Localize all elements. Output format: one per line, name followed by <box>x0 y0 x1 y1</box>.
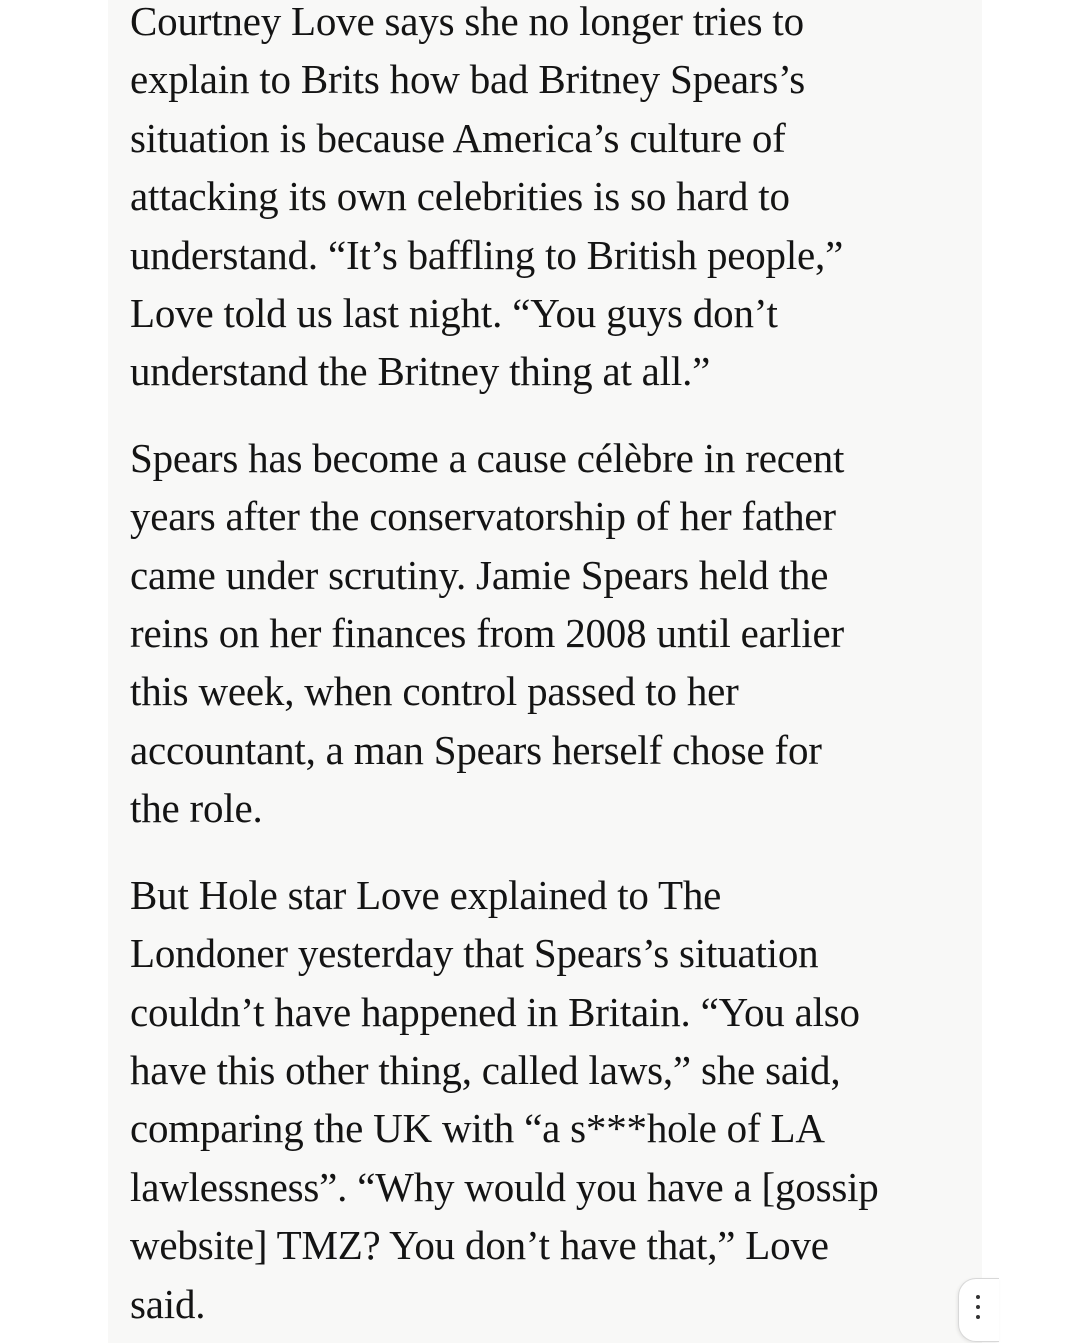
paragraph-line: Londoner yesterday that Spears’s situation <box>130 930 819 977</box>
paragraph-line: came under scrutiny. Jamie Spears held the <box>130 551 829 598</box>
article-body <box>130 0 982 1343</box>
paragraph-line: this week, when control passed to her <box>130 668 739 715</box>
paragraph-line: have this other thing, called laws,” she said, <box>130 1046 841 1093</box>
paragraph-line: comparing the UK with “a s***hole of LA <box>130 1105 825 1152</box>
paragraph-line: website] TMZ? You don’t have that,” Love <box>130 1222 829 1269</box>
paragraph-line: said. <box>130 1280 206 1327</box>
paragraph-line: years after the conservatorship of her father <box>130 493 836 540</box>
paragraph-line: Love told us last night. “You guys don’t <box>130 290 778 337</box>
paragraph-line: explain to Brits how bad Britney Spears’s <box>130 56 806 103</box>
paragraph-1 <box>130 0 982 401</box>
paragraph-line: But Hole star Love explained to The <box>130 871 722 918</box>
paragraph-line: Spears has become a cause célèbre in recent <box>130 434 845 481</box>
vertical-dots-icon <box>975 1295 981 1325</box>
paragraph-line: the role. <box>130 785 263 832</box>
paragraph-line: attacking its own celebrities is so hard to <box>130 173 790 220</box>
paragraph-line: couldn’t have happened in Britain. “You also <box>130 988 860 1035</box>
scroll-handle[interactable] <box>958 1278 999 1342</box>
paragraph-line: accountant, a man Spears herself chose for <box>130 726 822 773</box>
paragraph-line: situation is because America’s culture of <box>130 114 786 161</box>
paragraph-line: reins on her finances from 2008 until earlier <box>130 610 844 657</box>
paragraph-line: understand the Britney thing at all.” <box>130 348 711 395</box>
paragraph-line: understand. “It’s baffling to British people,” <box>130 231 844 278</box>
paragraph-2 <box>130 429 982 838</box>
paragraph-3 <box>130 866 982 1333</box>
article-page <box>108 0 982 1343</box>
paragraph-line: Courtney Love says she no longer tries to <box>130 0 804 44</box>
paragraph-line: lawlessness”. “Why would you have a [gossip <box>130 1163 879 1210</box>
